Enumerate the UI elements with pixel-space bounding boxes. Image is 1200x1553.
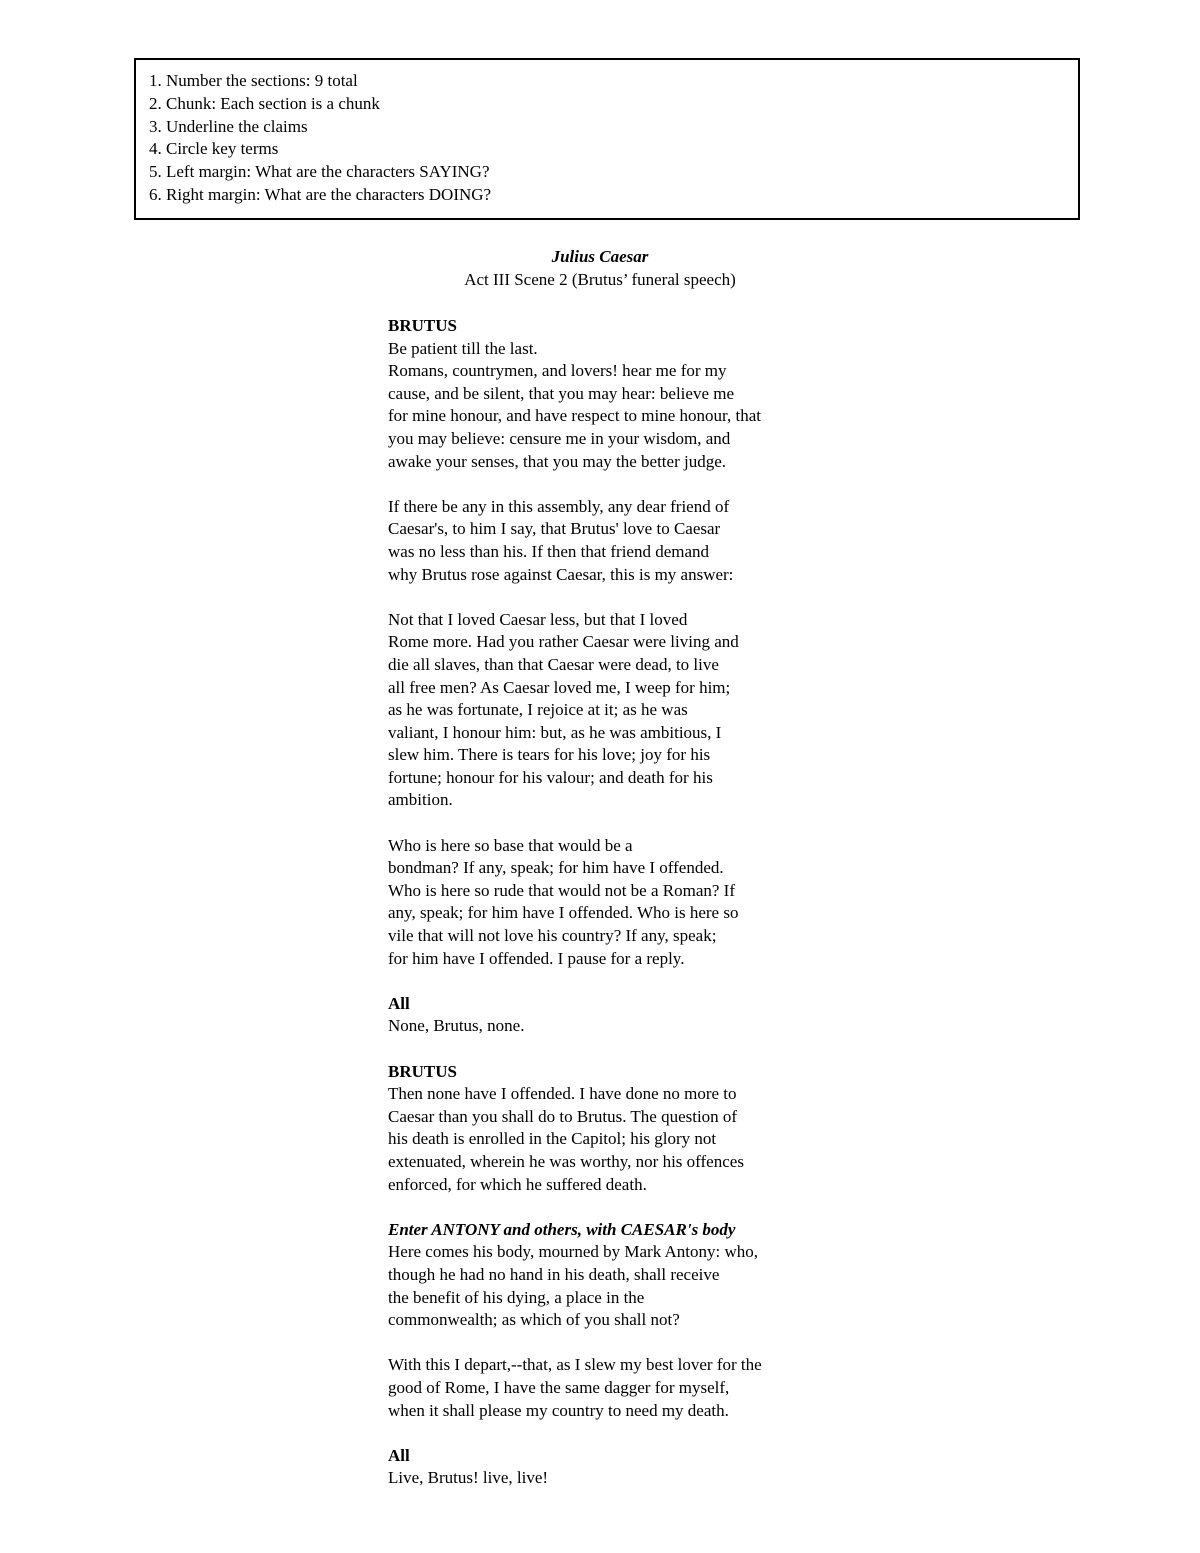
speech-line: slew him. There is tears for his love; joy for his bbox=[388, 745, 711, 765]
speech-line: any, speak; for him have I offended. Who is here so bbox=[388, 903, 739, 923]
paragraph-gap bbox=[388, 1038, 848, 1061]
instruction-item: 6. Right margin: What are the characters DOING? bbox=[149, 184, 492, 204]
speech-paragraph bbox=[388, 496, 848, 586]
speech-line: Romans, countrymen, and lovers! hear me for my bbox=[388, 361, 727, 381]
speech-line: all free men? As Caesar loved me, I weep for him; bbox=[388, 677, 731, 697]
speech-paragraph bbox=[388, 338, 848, 474]
speech-line: Not that I loved Caesar less, but that I loved bbox=[388, 609, 688, 629]
paragraph-gap bbox=[388, 1332, 848, 1355]
speech-line: bondman? If any, speak; for him have I offended. bbox=[388, 858, 724, 878]
speech-paragraph bbox=[388, 1467, 848, 1490]
instructions-list bbox=[149, 70, 1078, 207]
speech-line: With this I depart,--that, as I slew my best lover for the bbox=[388, 1355, 762, 1375]
speech-line: Then none have I offended. I have done no more to bbox=[388, 1084, 737, 1104]
play-title: Julius Caesar bbox=[551, 247, 649, 266]
speech-line: valiant, I honour him: but, as he was ambitious, I bbox=[388, 722, 722, 742]
speech-line: Who is here so base that would be a bbox=[388, 835, 633, 855]
speech-line: enforced, for which he suffered death. bbox=[388, 1174, 647, 1194]
speech-line: Caesar than you shall do to Brutus. The question of bbox=[388, 1106, 738, 1126]
speech-line: cause, and be silent, that you may hear: believe me bbox=[388, 383, 735, 403]
speech-line: was no less than his. If then that friend demand bbox=[388, 541, 710, 561]
speech-line: None, Brutus, none. bbox=[388, 1016, 525, 1036]
speech-line: his death is enrolled in the Capitol; his glory not bbox=[388, 1129, 717, 1149]
instruction-item: 4. Circle key terms bbox=[149, 139, 279, 159]
speaker-name: All bbox=[388, 1445, 410, 1465]
speech-line: Here comes his body, mourned by Mark Antony: who, bbox=[388, 1242, 759, 1262]
instruction-item: 1. Number the sections: 9 total bbox=[149, 71, 358, 90]
speech-line: ambition. bbox=[388, 790, 453, 810]
speech-paragraph bbox=[388, 1241, 848, 1331]
speech-line: you may believe: censure me in your wisdom, and bbox=[388, 428, 731, 448]
speech-paragraph bbox=[388, 609, 848, 812]
speech-line: for mine honour, and have respect to mine honour, that bbox=[388, 406, 762, 426]
speech-line: fortune; honour for his valour; and death for his bbox=[388, 767, 713, 787]
speech-line: when it shall please my country to need my death. bbox=[388, 1400, 729, 1420]
speech-paragraph bbox=[388, 835, 848, 971]
title-block bbox=[0, 246, 1200, 292]
speech-line: commonwealth; as which of you shall not? bbox=[388, 1310, 680, 1330]
speech-line: as he was fortunate, I rejoice at it; as he was bbox=[388, 700, 688, 720]
speech-line: die all slaves, than that Caesar were dead, to live bbox=[388, 654, 719, 674]
speech-line: Be patient till the last. bbox=[388, 338, 538, 358]
stage-direction: Enter ANTONY and others, with CAESAR's body bbox=[388, 1219, 736, 1239]
paragraph-gap bbox=[388, 970, 848, 993]
paragraph-gap bbox=[388, 473, 848, 496]
speech-paragraph bbox=[388, 1083, 848, 1196]
paragraph-gap bbox=[388, 1196, 848, 1219]
speech-line: Caesar's, to him I say, that Brutus' love to Caesar bbox=[388, 519, 721, 539]
scene-subtitle: Act III Scene 2 (Brutus’ funeral speech) bbox=[464, 269, 736, 289]
speaker-name: All bbox=[388, 993, 410, 1013]
paragraph-gap bbox=[388, 1422, 848, 1445]
instruction-item: 3. Underline the claims bbox=[149, 116, 308, 136]
speech-line: vile that will not love his country? If any, speak; bbox=[388, 926, 717, 946]
speech-line: the benefit of his dying, a place in the bbox=[388, 1287, 645, 1307]
speech-line: for him have I offended. I pause for a reply. bbox=[388, 948, 685, 968]
speech-line: Who is here so rude that would not be a Roman? If bbox=[388, 880, 735, 900]
speech-line: Rome more. Had you rather Caesar were living and bbox=[388, 632, 739, 652]
paragraph-gap bbox=[388, 812, 848, 835]
speech-text bbox=[388, 315, 848, 1490]
speech-line: extenuated, wherein he was worthy, nor his offences bbox=[388, 1151, 744, 1171]
speaker-name: BRUTUS bbox=[388, 316, 457, 335]
speaker-name: BRUTUS bbox=[388, 1061, 457, 1081]
speech-line: awake your senses, that you may the better judge. bbox=[388, 451, 727, 471]
speech-line: though he had no hand in his death, shall receive bbox=[388, 1264, 720, 1284]
speech-line: If there be any in this assembly, any dear friend of bbox=[388, 496, 730, 516]
paragraph-gap bbox=[388, 586, 848, 609]
speech-line: good of Rome, I have the same dagger for myself, bbox=[388, 1377, 730, 1397]
instructions-box bbox=[134, 58, 1080, 220]
speech-line: why Brutus rose against Caesar, this is my answer: bbox=[388, 564, 734, 584]
speech-paragraph bbox=[388, 1354, 848, 1422]
instruction-item: 2. Chunk: Each section is a chunk bbox=[149, 93, 380, 113]
speech-line: Live, Brutus! live, live! bbox=[388, 1468, 549, 1488]
speech-paragraph bbox=[388, 1015, 848, 1038]
instruction-item: 5. Left margin: What are the characters SAYING? bbox=[149, 162, 490, 182]
